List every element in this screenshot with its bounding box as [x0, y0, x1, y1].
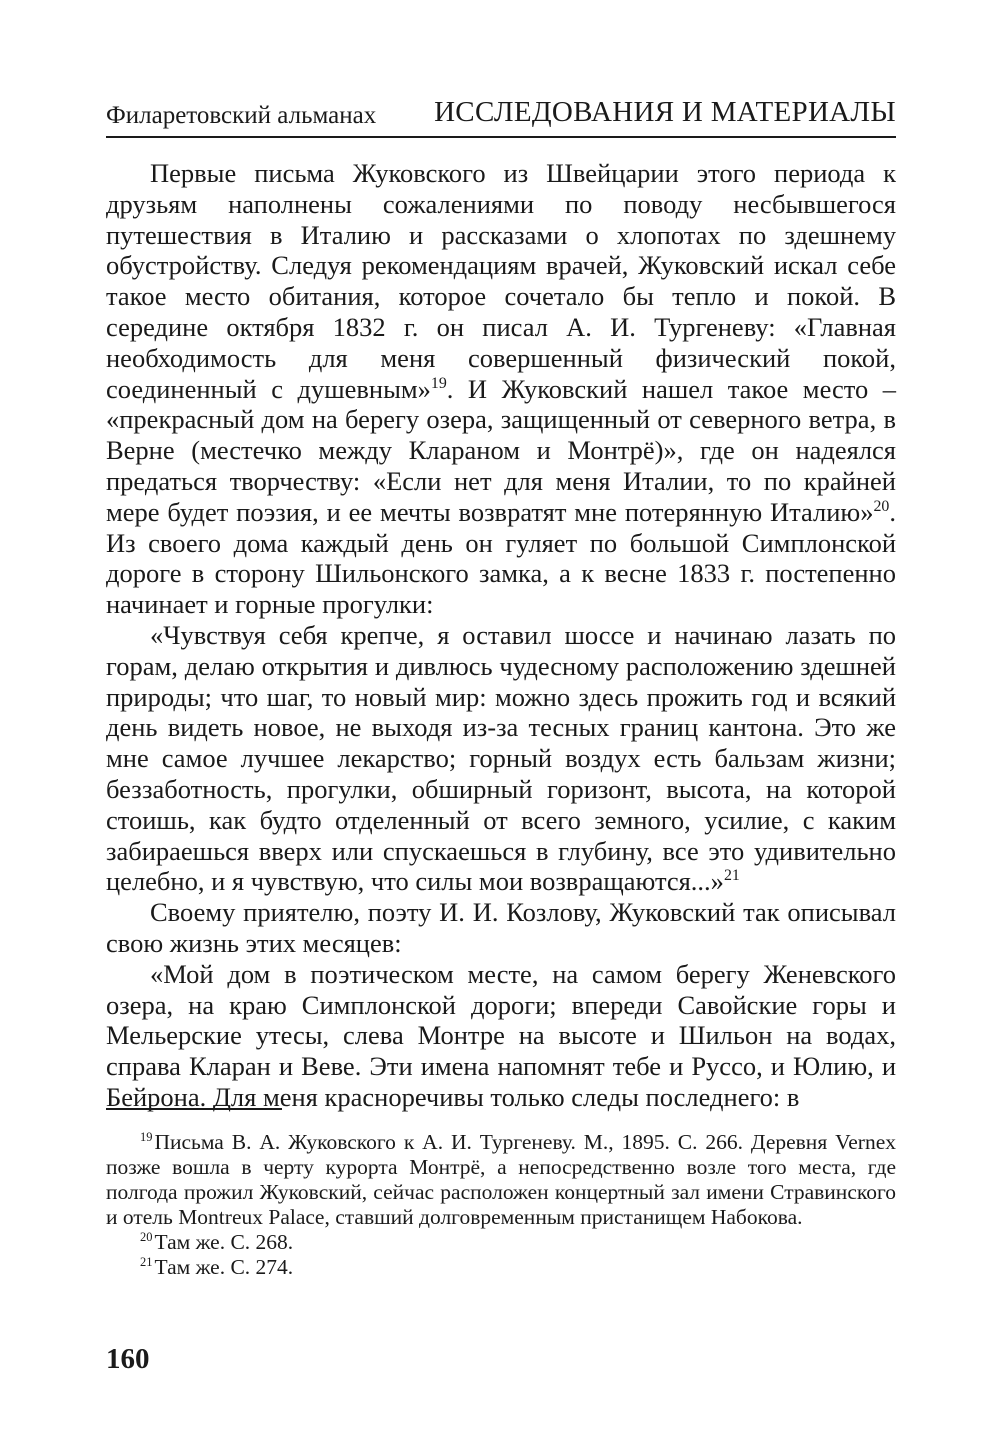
- page-number: 160: [106, 1343, 150, 1375]
- footnote: [106, 1130, 896, 1230]
- header-journal-title: Филаретовский альманах: [106, 102, 377, 129]
- footnote: [106, 1255, 896, 1280]
- footnotes: [106, 1130, 896, 1280]
- paragraph-text: «Мой дом в поэтическом месте, на самом берегу Женевского озера, на краю Симплонской дороги; впереди Савойские горы и Мельерские утесы, слева Монтре на высоте и Шильон на водах, справа Кларан и Веве. Эти имена напомнят тебе и Руссо, и Юлию, и Бейрона. Для меня красноречивы только следы последнего: в: [106, 958, 896, 1112]
- footnote-text: Там же. С. 268.: [154, 1230, 294, 1254]
- paragraph-text: Первые письма Жуковского из Швейцарии этого периода к друзьям наполнены сожалениями по поводу несбывшегося путешествия в Италию и рассказами о хлопотах по здешнему обустройству. Следуя рекомендациям врачей, Жуковский искал себе такое место обитания, которое сочетало бы тепло и покой. В середине октября 1832 г. он писал А. И. Тургеневу: «Главная необходимость для меня совершенный физический покой, соединенный с душевным»: [106, 158, 896, 404]
- main-text: [106, 158, 896, 1113]
- paragraph-text: . Из своего дома каждый день он гуляет по большой Симплонской дороге в сторону Шильонского замка, а к весне 1833 г. постепенно начинает и горные прогулки:: [106, 496, 896, 620]
- paragraph: [106, 897, 896, 959]
- footnote-text: Там же. С. 274.: [154, 1255, 294, 1279]
- running-header: [106, 92, 896, 138]
- footnote-ref: 20: [873, 497, 890, 515]
- paragraph-text: «Чувствуя себя крепче, я оставил шоссе и начинаю лазать по горам, делаю открытия и дивлюсь чудесному расположению здешней природы; что шаг, то новый мир: можно здесь прожить год и всякий день видеть новое, не выходя из-за тесных границ кантона. Это же мне самое лучшее лекарство; горный воздух есть бальзам жизни; беззаботность, прогулки, обширный горизонт, высота, на которой стоишь, как будто отделенный от всего земного, усилие, с каким забираешься вверх или спускаешься в глубину, все это удивительно целебно, и я чувствую, что силы мои возвращаются...»: [106, 619, 896, 897]
- footnote-number: 21: [140, 1254, 153, 1269]
- quote-paragraph: [106, 620, 896, 897]
- footnote-divider: [106, 1108, 282, 1110]
- footnote-ref: 19: [430, 374, 447, 392]
- footnote-number: 20: [140, 1229, 153, 1244]
- paragraph-text: Своему приятелю, поэту И. И. Козлову, Жуковский так описывал свою жизнь этих месяцев:: [106, 897, 896, 958]
- footnote-number: 19: [140, 1129, 153, 1144]
- quote-paragraph: [106, 959, 896, 1113]
- header-section-title: ИССЛЕДОВАНИЯ И МАТЕРИАЛЫ: [434, 96, 896, 128]
- paragraph-text: . И Жуковский нашел такое место – «прекрасный дом на берегу озера, защищенный от северного ветра, в Верне (местечко между Клараном и Монтрё)», где он надеялся предаться творчеству: «Если нет для меня Италии, то по крайней мере будет поэзия, и ее мечты возвратят мне потерянную Италию»: [106, 373, 896, 527]
- footnote-ref: 21: [723, 867, 740, 885]
- footnote: [106, 1230, 896, 1255]
- footnote-text: Письма В. А. Жуковского к А. И. Тургеневу. М., 1895. С. 266. Деревня Vernex позже вошла в черту курорта Монтрё, а непосредственно возле того места, где полгода прожил Жуковский, сейчас расположен концертный зал имени Стравинского и отель Montreux Palace, ставший долговременным пристанищем Набокова.: [106, 1130, 896, 1229]
- paragraph: [106, 158, 896, 620]
